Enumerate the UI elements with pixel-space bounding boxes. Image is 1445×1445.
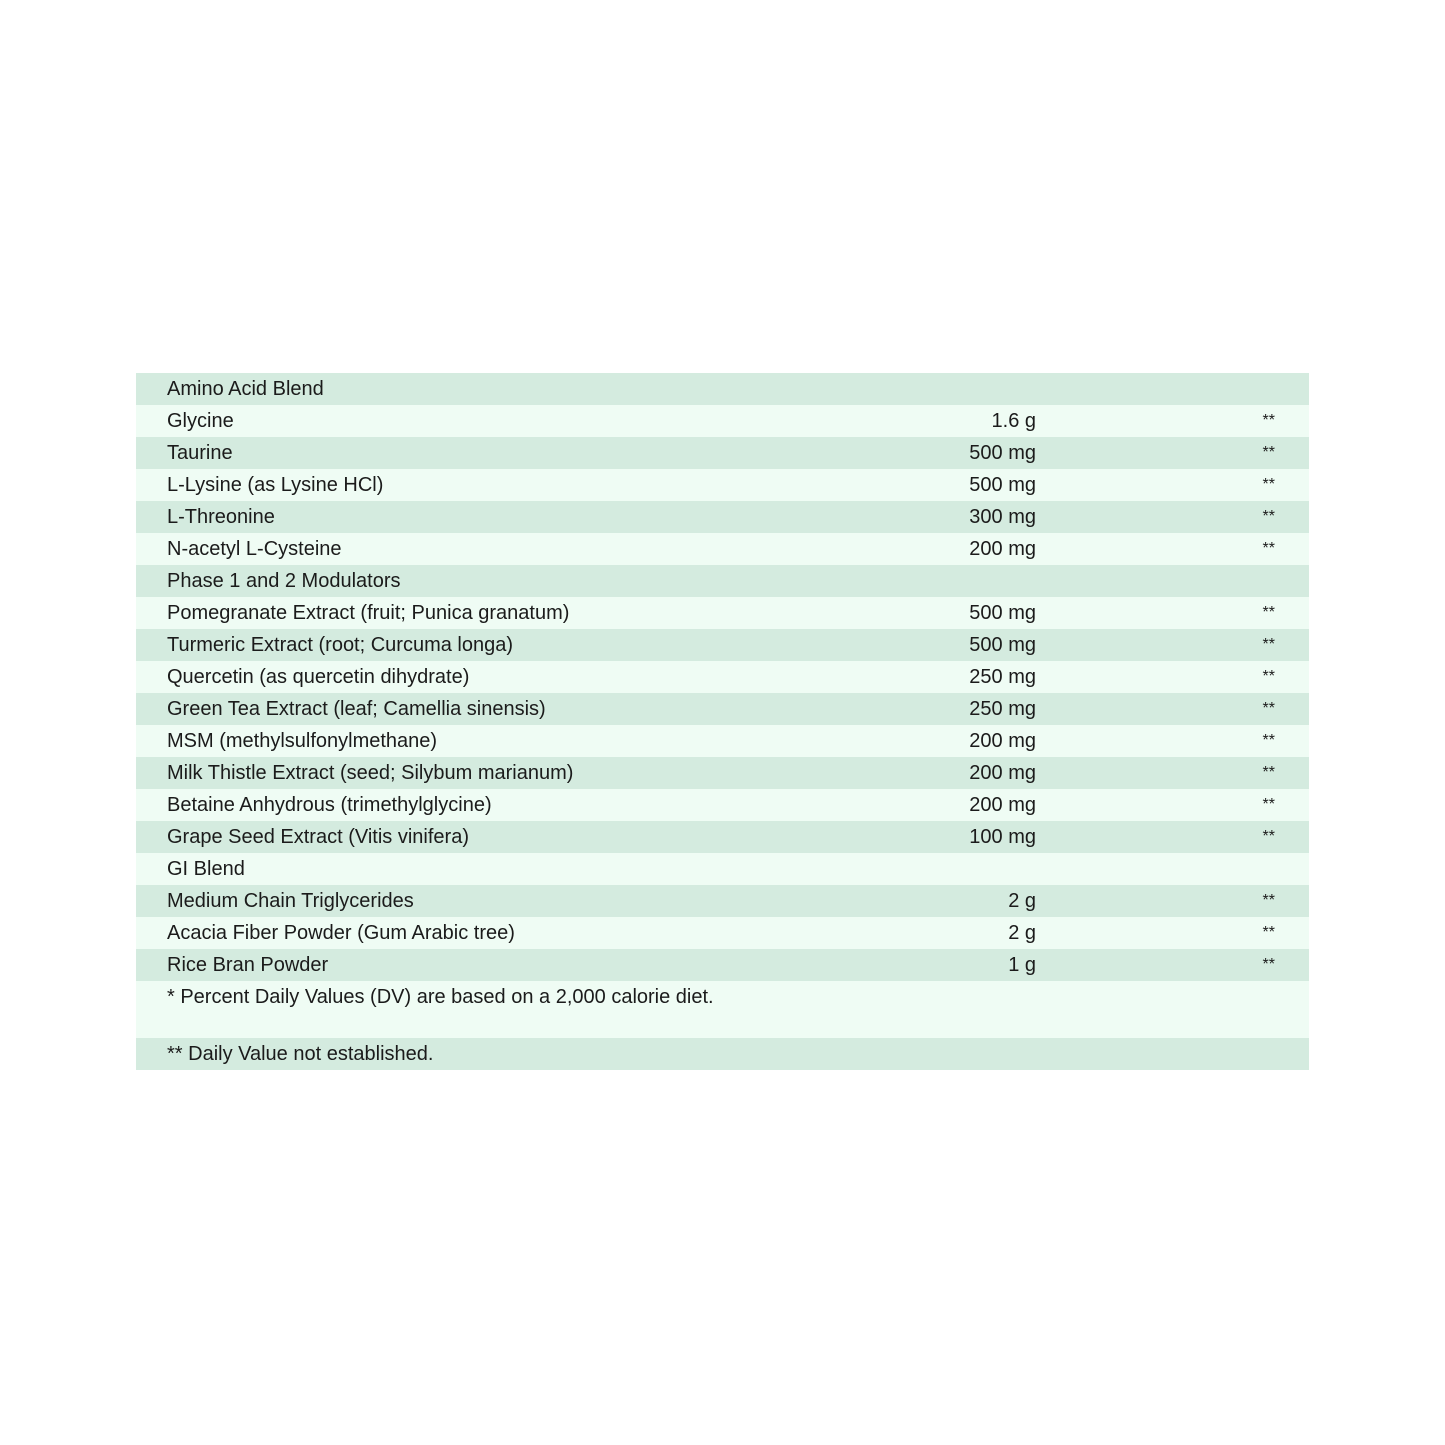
amount: 250 mg [969,666,1036,688]
ingredient-row [136,405,1309,437]
ingredient-row [136,885,1309,917]
section-name: Phase 1 and 2 Modulators [167,570,401,592]
ingredient-name: L-Threonine [167,506,275,528]
amount: 250 mg [969,698,1036,720]
ingredient-name: N-acetyl L-Cysteine [167,538,342,560]
daily-value: ** [1262,732,1275,749]
daily-value: ** [1262,892,1275,909]
amount: 200 mg [969,794,1036,816]
ingredient-row [136,821,1309,853]
amount: 500 mg [969,442,1036,464]
amount: 200 mg [969,762,1036,784]
daily-value: ** [1262,604,1275,621]
ingredient-row [136,789,1309,821]
amount: 500 mg [969,634,1036,656]
daily-value: ** [1262,924,1275,941]
ingredient-name: L-Lysine (as Lysine HCl) [167,474,384,496]
footnote-text: * Percent Daily Values (DV) are based on a 2,000 calorie diet. [167,986,714,1008]
ingredient-row [136,469,1309,501]
section-header-row [136,373,1309,405]
daily-value: ** [1262,476,1275,493]
ingredient-row [136,693,1309,725]
amount: 500 mg [969,474,1036,496]
ingredient-row [136,629,1309,661]
section-header-row [136,565,1309,597]
daily-value: ** [1262,796,1275,813]
daily-value: ** [1262,956,1275,973]
ingredient-row [136,501,1309,533]
ingredient-name: Quercetin (as quercetin dihydrate) [167,666,470,688]
amount: 200 mg [969,730,1036,752]
ingredient-name: Glycine [167,410,234,432]
ingredient-row [136,917,1309,949]
amount: 1 g [1008,954,1036,976]
daily-value: ** [1262,700,1275,717]
ingredient-row [136,437,1309,469]
amount: 1.6 g [991,410,1036,432]
amount: 100 mg [969,826,1036,848]
amount: 2 g [1008,890,1036,912]
ingredient-name: Turmeric Extract (root; Curcuma longa) [167,634,514,656]
amount: 2 g [1008,922,1036,944]
ingredient-name: Rice Bran Powder [167,954,329,976]
section-header-row [136,853,1309,885]
ingredient-row [136,597,1309,629]
ingredient-row [136,949,1309,981]
footnote-text: ** Daily Value not established. [167,1043,434,1065]
daily-value: ** [1262,508,1275,525]
supplement-facts-table [136,373,1309,1070]
section-name: Amino Acid Blend [167,378,324,400]
daily-value: ** [1262,636,1275,653]
section-name: GI Blend [167,858,245,880]
ingredient-name: Acacia Fiber Powder (Gum Arabic tree) [167,922,515,944]
ingredient-name: Milk Thistle Extract (seed; Silybum marianum) [167,762,574,784]
amount: 500 mg [969,602,1036,624]
ingredient-name: Betaine Anhydrous (trimethylglycine) [167,794,492,816]
ingredient-name: Grape Seed Extract (Vitis vinifera) [167,826,469,848]
daily-value: ** [1262,540,1275,557]
amount: 300 mg [969,506,1036,528]
ingredient-row [136,533,1309,565]
amount: 200 mg [969,538,1036,560]
ingredient-name: Medium Chain Triglycerides [167,890,414,912]
ingredient-name: Green Tea Extract (leaf; Camellia sinensis) [167,698,546,720]
daily-value: ** [1262,412,1275,429]
daily-value: ** [1262,444,1275,461]
daily-value: ** [1262,668,1275,685]
footnote-row [136,981,1309,1038]
daily-value: ** [1262,828,1275,845]
daily-value: ** [1262,764,1275,781]
footnote-row [136,1038,1309,1070]
ingredient-name: Pomegranate Extract (fruit; Punica granatum) [167,602,570,624]
ingredient-row [136,661,1309,693]
ingredient-row [136,757,1309,789]
ingredient-row [136,725,1309,757]
ingredient-name: MSM (methylsulfonylmethane) [167,730,438,752]
ingredient-name: Taurine [167,442,233,464]
